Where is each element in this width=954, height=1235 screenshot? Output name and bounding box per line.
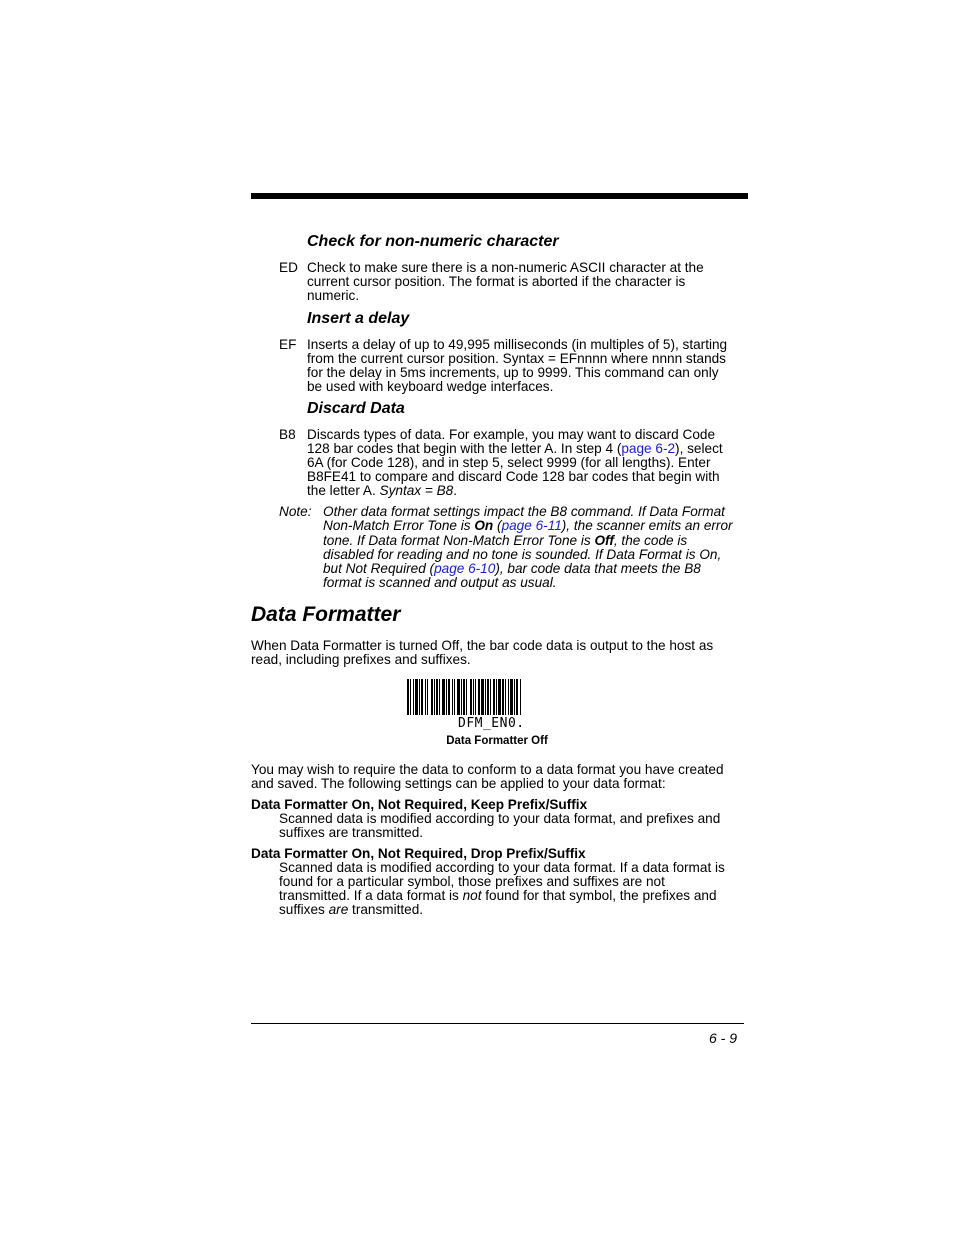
barcode-bar: [439, 679, 440, 715]
barcode-bar: [407, 679, 409, 715]
barcode-bar: [496, 679, 497, 715]
text-span: ), select: [675, 441, 723, 456]
barcode-bar: [498, 679, 501, 715]
text-line: Other data format settings impact the B8 command. If Data Format: [323, 504, 725, 519]
page-link-6-10[interactable]: page 6-10: [434, 561, 496, 577]
text-span: .: [453, 483, 458, 498]
barcode-bar: [470, 679, 472, 715]
barcode-bar: [421, 679, 423, 715]
barcode-bar: [434, 679, 435, 715]
barcode-bar: [475, 679, 476, 715]
text-line: format is scanned and output as usual.: [323, 575, 557, 591]
barcode-caption: Data Formatter Off: [446, 735, 548, 747]
barcode-bar: [442, 679, 445, 715]
option-keep-description: [279, 812, 720, 840]
text-span: transmitted.: [348, 902, 424, 917]
text-line: B8FE41 to compare and discard Code 128 bar codes that begin with: [307, 469, 720, 484]
barcode-bar: [425, 679, 426, 715]
text-line: suffixes are transmitted.: [279, 825, 424, 840]
text-span: ), the scanner emits an error: [561, 518, 733, 534]
barcode-bar: [478, 679, 480, 715]
delay-heading: Insert a delay: [307, 310, 410, 327]
barcode-bar: [516, 679, 518, 715]
text-line: [323, 534, 733, 548]
text-line: [279, 903, 725, 917]
top-rule: [251, 193, 748, 199]
text-line: numeric.: [307, 288, 360, 303]
barcode-bar: [490, 679, 491, 715]
text-span: Non-Match Error Tone is: [323, 518, 475, 534]
text-span: (: [493, 518, 502, 534]
emphasis: On: [474, 518, 494, 534]
text-line: found for a particular symbol, those prefixes and suffixes are not: [279, 874, 665, 889]
barcode-bar: [487, 679, 489, 715]
section-title: Data Formatter: [251, 603, 401, 626]
text-line: Check to make sure there is a non-numeric ASCII character at the: [307, 260, 704, 275]
text-span: tone. If Data format Non-Match Error Tone is: [323, 532, 595, 548]
text-line: [323, 519, 733, 533]
emphasis: not: [462, 888, 482, 903]
barcode-bar: [481, 679, 484, 715]
barcode-bar: [505, 679, 506, 715]
text-line: When Data Formatter is turned Off, the bar code data is output to the host as: [251, 638, 714, 653]
barcode-bar: [431, 679, 433, 715]
text-span: 128 bar codes that begin with the letter A. In step 4 (: [307, 441, 622, 456]
barcode-bar: [493, 679, 495, 715]
text-line: for the delay in 5ms increments, up to 9999. This command can only: [307, 365, 719, 380]
delay-code: EF: [279, 337, 297, 352]
text-line: read, including prefixes and suffixes.: [251, 652, 471, 667]
text-line: Scanned data is modified according to your data format, and prefixes and: [279, 811, 721, 826]
page-link-6-11[interactable]: page 6-11: [501, 518, 562, 534]
discard-description: [307, 428, 723, 498]
text-line: disabled for reading and no tone is sounded. If Data Format is On,: [323, 546, 722, 562]
text-span: suffixes: [279, 902, 329, 917]
barcode-bar: [514, 679, 515, 715]
check-description: [307, 261, 704, 303]
discard-code: B8: [279, 427, 296, 442]
barcode-bar: [436, 679, 438, 715]
barcode-bar: [485, 679, 486, 715]
page-link-6-2[interactable]: page 6-2: [621, 441, 676, 456]
text-line: be used with keyboard wedge interfaces.: [307, 379, 554, 394]
note-text: [323, 505, 733, 591]
barcode-bar: [510, 679, 513, 715]
barcode-bar: [461, 679, 462, 715]
text-line: You may wish to require the data to conform to a data format you have created: [251, 762, 724, 777]
barcode-bar: [502, 679, 504, 715]
barcode-bar: [413, 679, 414, 715]
barcode-bar: [446, 679, 447, 715]
barcode-bar: [457, 679, 460, 715]
page-number: 6 - 9: [709, 1030, 738, 1046]
barcode-bar: [410, 679, 411, 715]
footer-rule: [251, 1023, 744, 1024]
text-line: 6A (for Code 128), and in step 5, select 9999 (for all lengths). Enter: [307, 455, 711, 470]
formatter-para2: [251, 763, 724, 791]
text-line: Scanned data is modified according to your data format. If a data format is: [279, 860, 725, 875]
text-line: Inserts a delay of up to 49,995 milliseconds (in multiples of 5), starting: [307, 337, 728, 352]
check-code: ED: [279, 260, 298, 275]
option-drop-description: [279, 861, 725, 917]
text-span: the letter A.: [307, 483, 380, 498]
barcode-bar: [508, 679, 509, 715]
text-line: [307, 442, 723, 456]
text-line: Discards types of data. For example, you may want to discard Code: [307, 427, 715, 442]
text-line: current cursor position. The format is aborted if the character is: [307, 274, 686, 289]
barcode-bar: [415, 679, 418, 715]
discard-heading: Discard Data: [307, 400, 405, 417]
text-span: , the code is: [613, 532, 688, 548]
text-line: and saved. The following settings can be applied to your data format:: [251, 776, 666, 791]
barcode-bar: [419, 679, 420, 715]
text-line: [323, 562, 733, 576]
option-keep-heading: Data Formatter On, Not Required, Keep Prefix/Suffix: [251, 797, 588, 812]
text-line: [279, 889, 725, 903]
barcode-bar: [452, 679, 453, 715]
text-span: but Not Required (: [323, 561, 435, 577]
emphasis: are: [328, 902, 349, 917]
barcode-bar: [463, 679, 465, 715]
barcode-bar: [454, 679, 455, 715]
text-span: ), bar code data that meets the B8: [495, 561, 701, 577]
barcode-human-readable: DFM_EN0.: [458, 716, 525, 731]
delay-description: [307, 338, 727, 394]
check-heading: Check for non-numeric character: [307, 233, 559, 250]
barcode-bar: [466, 679, 467, 715]
text-span: found for that symbol, the prefixes and: [481, 888, 717, 903]
formatter-intro: [251, 639, 713, 667]
barcode-bar: [473, 679, 474, 715]
note-label: Note:: [279, 504, 312, 519]
text-span: transmitted. If a data format is: [279, 888, 463, 903]
barcode-bar: [520, 679, 521, 715]
barcode-bar: [427, 679, 428, 715]
barcode-bar: [448, 679, 450, 715]
text-line: from the current cursor position. Syntax = EFnnnn where nnnn stands: [307, 351, 726, 366]
emphasis: Off: [594, 532, 614, 548]
syntax-text: Syntax = B8: [379, 483, 454, 498]
option-drop-heading: Data Formatter On, Not Required, Drop Prefix/Suffix: [251, 846, 586, 861]
text-line: [307, 484, 723, 498]
barcode-image[interactable]: [407, 679, 585, 715]
